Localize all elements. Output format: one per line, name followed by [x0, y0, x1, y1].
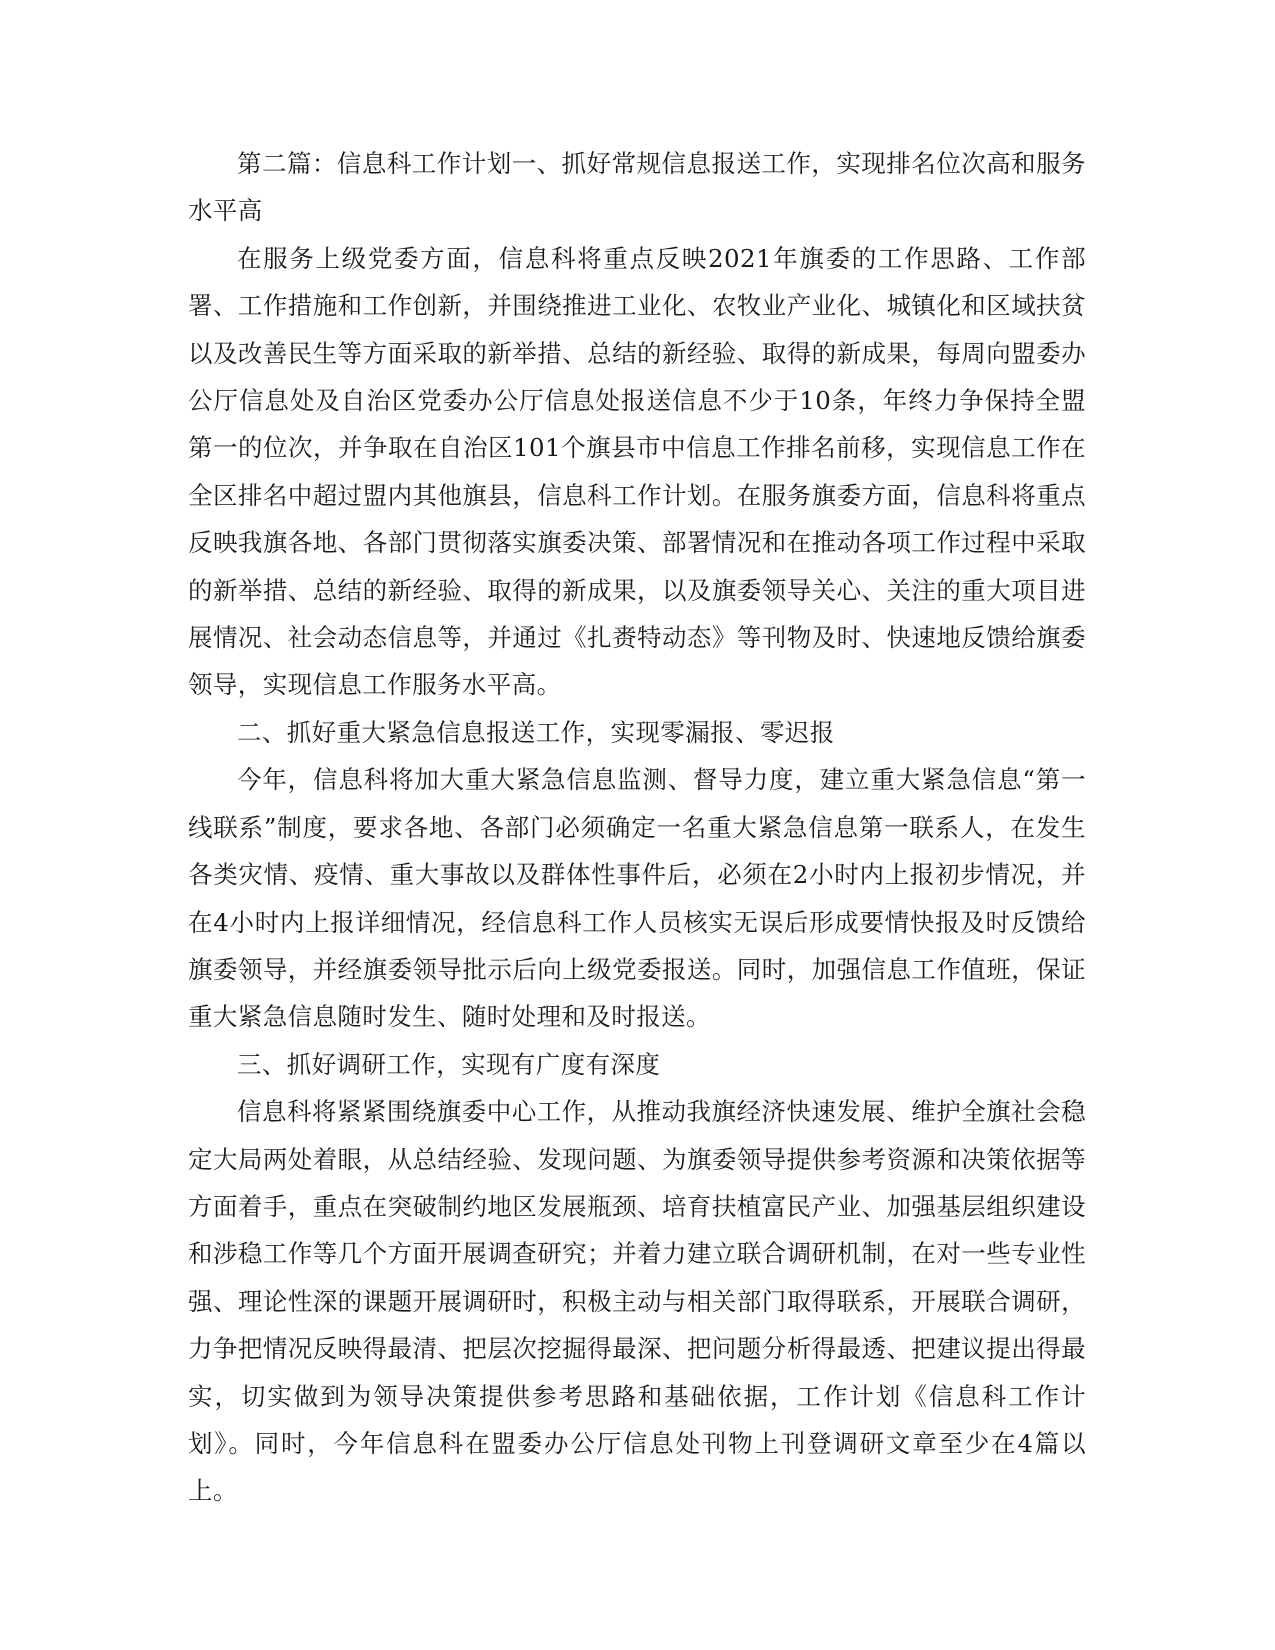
document-body	[188, 140, 1086, 1515]
section-heading: 二、抓好重大紧急信息报送工作，实现零漏报、零迟报	[237, 717, 835, 747]
paragraph: 信息科将紧紧围绕旗委中心工作，从推动我旗经济快速发展、维护全旗社会稳定大局两处着眼，从总结经验、发现问题、为旗委领导提供参考资源和决策依据等方面着手，重点在突破制约地区发展瓶颈、培育扶植富民产业、加强基层组织建设和涉稳工作等几个方面开展调查研究；并着力建立联合调研机制，在对一些专业性强、理论性深的课题开展调研时，积极主动与相关部门取得联系，开展联合调研，力争把情况反映得最清、把层次挖掘得最深、把问题分析得最透、把建议提出得最实，切实做到为领导决策提供参考思路和基础依据，工作计划《信息科工作计划》。同时，今年信息科在盟委办公厅信息处刊物上刊登调研文章至少在4篇以上。	[188, 1097, 1086, 1506]
paragraph-title: 第二篇：信息科工作计划一、抓好常规信息报送工作，实现排名位次高和服务水平高	[188, 149, 1086, 226]
paragraph: 在服务上级党委方面，信息科将重点反映2021年旗委的工作思路、工作部署、工作措施和工作创新，并围绕推进工业化、农牧业产业化、城镇化和区域扶贫以及改善民生等方面采取的新举措、总结的新经验、取得的新成果，每周向盟委办公厅信息处及自治区党委办公厅信息处报送信息不少于10条，年终力争保持全盟第一的位次，并争取在自治区101个旗县市中信息工作排名前移，实现信息工作在全区排名中超过盟内其他旗县，信息科工作计划。在服务旗委方面，信息科将重点反映我旗各地、各部门贯彻落实旗委决策、部署情况和在推动各项工作过程中采取的新举措、总结的新经验、取得的新成果，以及旗委领导关心、关注的重大项目进展情况、社会动态信息等，并通过《扎赉特动态》等刊物及时、快速地反馈给旗委领导，实现信息工作服务水平高。	[188, 243, 1086, 700]
paragraph: 今年，信息科将加大重大紧急信息监测、督导力度，建立重大紧急信息“第一线联系”制度，要求各地、各部门必须确定一名重大紧急信息第一联系人，在发生各类灾情、疫情、重大事故以及群体性事件后，必须在2小时内上报初步情况，并在4小时内上报详细情况，经信息科工作人员核实无误后形成要情快报及时反馈给旗委领导，并经旗委领导批示后向上级党委报送。同时，加强信息工作值班，保证重大紧急信息随时发生、随时处理和及时报送。	[188, 765, 1086, 1032]
section-heading: 三、抓好调研工作，实现有广度有深度	[237, 1049, 661, 1079]
